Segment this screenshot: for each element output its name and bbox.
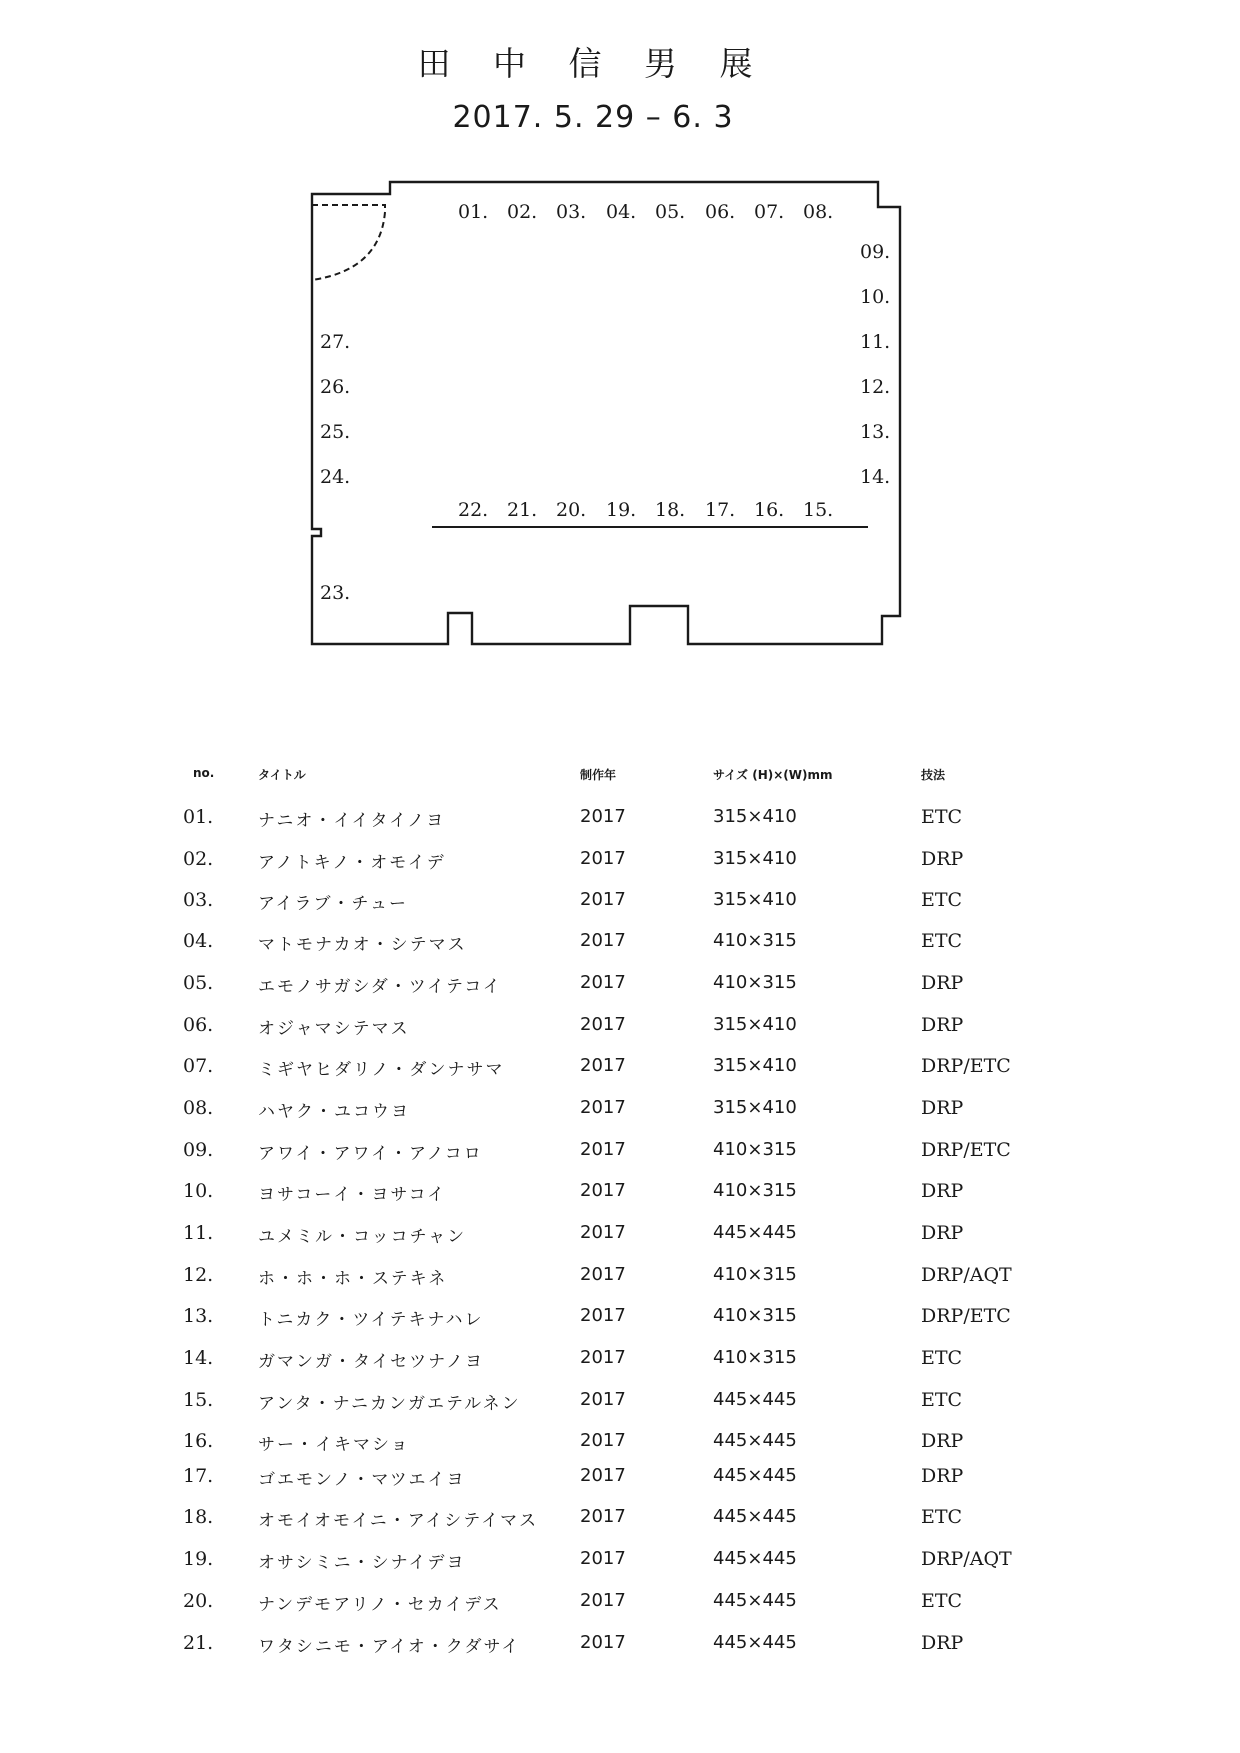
- row-title: ナニオ・イイタイノヨ: [258, 811, 446, 831]
- table-row: [0, 972, 1240, 1002]
- row-technique: DRP: [921, 1465, 964, 1487]
- row-no: 05.: [183, 972, 214, 994]
- row-title: アワイ・アワイ・アノコロ: [258, 1144, 483, 1164]
- table-row: [0, 1139, 1240, 1169]
- row-size: 445×445: [713, 1632, 797, 1653]
- header-title: タイトル: [258, 768, 306, 782]
- row-year: 2017: [580, 1222, 626, 1243]
- row-technique: DRP: [921, 1097, 964, 1119]
- row-size: 315×410: [713, 1097, 797, 1118]
- row-title: ワタシニモ・アイオ・クダサイ: [258, 1637, 521, 1657]
- row-technique: ETC: [921, 930, 963, 952]
- row-no: 17.: [183, 1465, 214, 1487]
- header-technique: 技法: [921, 768, 946, 782]
- row-size: 315×410: [713, 889, 797, 910]
- row-year: 2017: [580, 1305, 626, 1326]
- row-year: 2017: [580, 1180, 626, 1201]
- table-row: [0, 1389, 1240, 1419]
- wall-label: 11.: [860, 331, 891, 353]
- wall-label: 09.: [860, 241, 891, 263]
- row-title: ガマンガ・タイセツナノヨ: [258, 1352, 484, 1372]
- row-title: ヨサコーイ・ヨサコイ: [258, 1185, 447, 1205]
- wall-label: 26.: [320, 376, 351, 398]
- wall-label: 05.: [655, 201, 686, 223]
- wall-label: 21.: [507, 499, 538, 521]
- wall-label: 19.: [606, 499, 637, 521]
- table-row: [0, 1264, 1240, 1294]
- floor-plan: [0, 0, 1240, 700]
- row-size: 445×445: [713, 1430, 797, 1451]
- wall-label: 18.: [655, 499, 686, 521]
- row-no: 13.: [183, 1305, 214, 1327]
- row-size: 445×445: [713, 1548, 797, 1569]
- table-row: [0, 1055, 1240, 1085]
- row-no: 12.: [183, 1264, 214, 1286]
- exhibition-dates: 2017. 5. 29 – 6. 3: [452, 100, 734, 135]
- wall-label: 14.: [860, 466, 891, 488]
- table-row: [0, 1014, 1240, 1044]
- row-technique: DRP: [921, 1430, 964, 1452]
- table-row: [0, 1430, 1240, 1460]
- row-technique: ETC: [921, 1389, 963, 1411]
- wall-label: 20.: [556, 499, 587, 521]
- table-row: [0, 1305, 1240, 1335]
- table-row: [0, 930, 1240, 960]
- row-no: 11.: [183, 1222, 214, 1244]
- row-size: 445×445: [713, 1222, 797, 1243]
- row-technique: DRP: [921, 972, 964, 994]
- row-technique: ETC: [921, 889, 963, 911]
- top-wall-labels: [458, 201, 833, 223]
- row-title: トニカク・ツイテキナハレ: [258, 1310, 484, 1330]
- row-title: サー・イキマショ: [258, 1435, 410, 1455]
- table-row: [0, 806, 1240, 836]
- wall-label: 12.: [860, 376, 891, 398]
- floor-plan-wall: [312, 182, 900, 644]
- table-row: [0, 1590, 1240, 1620]
- row-size: 315×410: [713, 848, 797, 869]
- row-no: 20.: [183, 1590, 214, 1612]
- row-technique: DRP/ETC: [921, 1305, 1011, 1327]
- wall-label: 23.: [320, 582, 351, 604]
- wall-label: 13.: [860, 421, 891, 443]
- row-year: 2017: [580, 1465, 626, 1486]
- wall-label: 01.: [458, 201, 489, 223]
- row-title: アイラブ・チュー: [258, 894, 408, 914]
- row-title: アノトキノ・オモイデ: [258, 853, 446, 873]
- row-size: 445×445: [713, 1389, 797, 1410]
- row-technique: DRP/ETC: [921, 1139, 1011, 1161]
- row-year: 2017: [580, 1590, 626, 1611]
- row-technique: DRP/AQT: [921, 1548, 1012, 1570]
- row-size: 445×445: [713, 1590, 797, 1611]
- row-no: 08.: [183, 1097, 214, 1119]
- row-title: ユメミル・コッコチャン: [258, 1227, 467, 1247]
- row-size: 315×410: [713, 1055, 797, 1076]
- row-no: 18.: [183, 1506, 214, 1528]
- row-year: 2017: [580, 1506, 626, 1527]
- row-technique: DRP: [921, 1014, 964, 1036]
- table-row: [0, 848, 1240, 878]
- table-row: [0, 889, 1240, 919]
- row-no: 02.: [183, 848, 214, 870]
- row-year: 2017: [580, 1097, 626, 1118]
- row-technique: DRP: [921, 1222, 964, 1244]
- row-size: 410×315: [713, 972, 797, 993]
- row-technique: DRP: [921, 1180, 964, 1202]
- row-size: 315×410: [713, 1014, 797, 1035]
- wall-label: 10.: [860, 286, 891, 308]
- row-technique: DRP: [921, 848, 964, 870]
- row-title: オジャマシテマス: [258, 1019, 410, 1039]
- wall-label: 06.: [705, 201, 736, 223]
- wall-label: 03.: [556, 201, 587, 223]
- row-title: オモイオモイニ・アイシテイマス: [258, 1511, 539, 1531]
- row-year: 2017: [580, 1347, 626, 1368]
- row-no: 09.: [183, 1139, 214, 1161]
- row-year: 2017: [580, 1055, 626, 1076]
- row-technique: DRP: [921, 1632, 964, 1654]
- row-title: オサシミニ・シナイデヨ: [258, 1553, 466, 1573]
- header-size: サイズ (H)×(W)mm: [713, 768, 833, 782]
- bottom-partition-labels: [458, 499, 833, 521]
- wall-label: 16.: [754, 499, 785, 521]
- row-year: 2017: [580, 889, 626, 910]
- wall-label: 07.: [754, 201, 785, 223]
- door-swing: [312, 205, 385, 280]
- row-year: 2017: [580, 1014, 626, 1035]
- row-size: 410×315: [713, 1180, 797, 1201]
- row-year: 2017: [580, 848, 626, 869]
- table-row: [0, 1632, 1240, 1662]
- row-size: 315×410: [713, 806, 797, 827]
- row-size: 410×315: [713, 1264, 797, 1285]
- row-title: エモノサガシダ・ツイテコイ: [258, 977, 502, 997]
- row-year: 2017: [580, 1264, 626, 1285]
- row-year: 2017: [580, 1389, 626, 1410]
- row-year: 2017: [580, 972, 626, 993]
- table-row: [0, 1548, 1240, 1578]
- row-size: 410×315: [713, 930, 797, 951]
- row-no: 04.: [183, 930, 214, 952]
- row-title: ゴエモンノ・マツエイヨ: [258, 1470, 466, 1490]
- left-wall-labels: [320, 331, 350, 604]
- row-year: 2017: [580, 806, 626, 827]
- row-title: ハヤク・ユコウヨ: [258, 1102, 410, 1122]
- row-no: 10.: [183, 1180, 214, 1202]
- row-title: アンタ・ナニカンガエテルネン: [258, 1394, 521, 1414]
- row-no: 03.: [183, 889, 214, 911]
- row-no: 07.: [183, 1055, 214, 1077]
- row-size: 410×315: [713, 1347, 797, 1368]
- row-year: 2017: [580, 1430, 626, 1451]
- row-technique: ETC: [921, 1590, 963, 1612]
- row-title: ホ・ホ・ホ・ステキネ: [258, 1269, 448, 1289]
- table-row: [0, 1097, 1240, 1127]
- row-year: 2017: [580, 1632, 626, 1653]
- row-size: 445×445: [713, 1506, 797, 1527]
- right-wall-labels: [860, 241, 890, 488]
- exhibition-title: 田 中 信 男 展: [417, 44, 769, 83]
- row-size: 445×445: [713, 1465, 797, 1486]
- row-year: 2017: [580, 1548, 626, 1569]
- wall-label: 24.: [320, 466, 351, 488]
- row-no: 06.: [183, 1014, 214, 1036]
- table-row: [0, 1506, 1240, 1536]
- row-technique: DRP/ETC: [921, 1055, 1011, 1077]
- row-title: マトモナカオ・シテマス: [258, 935, 467, 955]
- row-technique: ETC: [921, 806, 963, 828]
- row-technique: ETC: [921, 1347, 963, 1369]
- row-no: 15.: [183, 1389, 214, 1411]
- row-no: 16.: [183, 1430, 214, 1452]
- row-size: 410×315: [713, 1139, 797, 1160]
- table-row: [0, 1465, 1240, 1495]
- wall-label: 02.: [507, 201, 538, 223]
- row-year: 2017: [580, 1139, 626, 1160]
- row-title: ミギヤヒダリノ・ダンナサマ: [258, 1060, 505, 1080]
- table-row: [0, 1347, 1240, 1377]
- wall-label: 17.: [705, 499, 736, 521]
- wall-label: 22.: [458, 499, 489, 521]
- table-row: [0, 1180, 1240, 1210]
- wall-label: 27.: [320, 331, 351, 353]
- header-year: 制作年: [580, 768, 617, 782]
- row-title: ナンデモアリノ・セカイデス: [258, 1595, 502, 1615]
- row-technique: ETC: [921, 1506, 963, 1528]
- header-no: no.: [193, 766, 215, 780]
- wall-label: 08.: [803, 201, 834, 223]
- row-year: 2017: [580, 930, 626, 951]
- row-no: 01.: [183, 806, 214, 828]
- row-no: 21.: [183, 1632, 214, 1654]
- wall-label: 25.: [320, 421, 351, 443]
- wall-label: 15.: [803, 499, 834, 521]
- wall-label: 04.: [606, 201, 637, 223]
- row-technique: DRP/AQT: [921, 1264, 1012, 1286]
- row-size: 410×315: [713, 1305, 797, 1326]
- row-no: 19.: [183, 1548, 214, 1570]
- row-no: 14.: [183, 1347, 214, 1369]
- table-row: [0, 1222, 1240, 1252]
